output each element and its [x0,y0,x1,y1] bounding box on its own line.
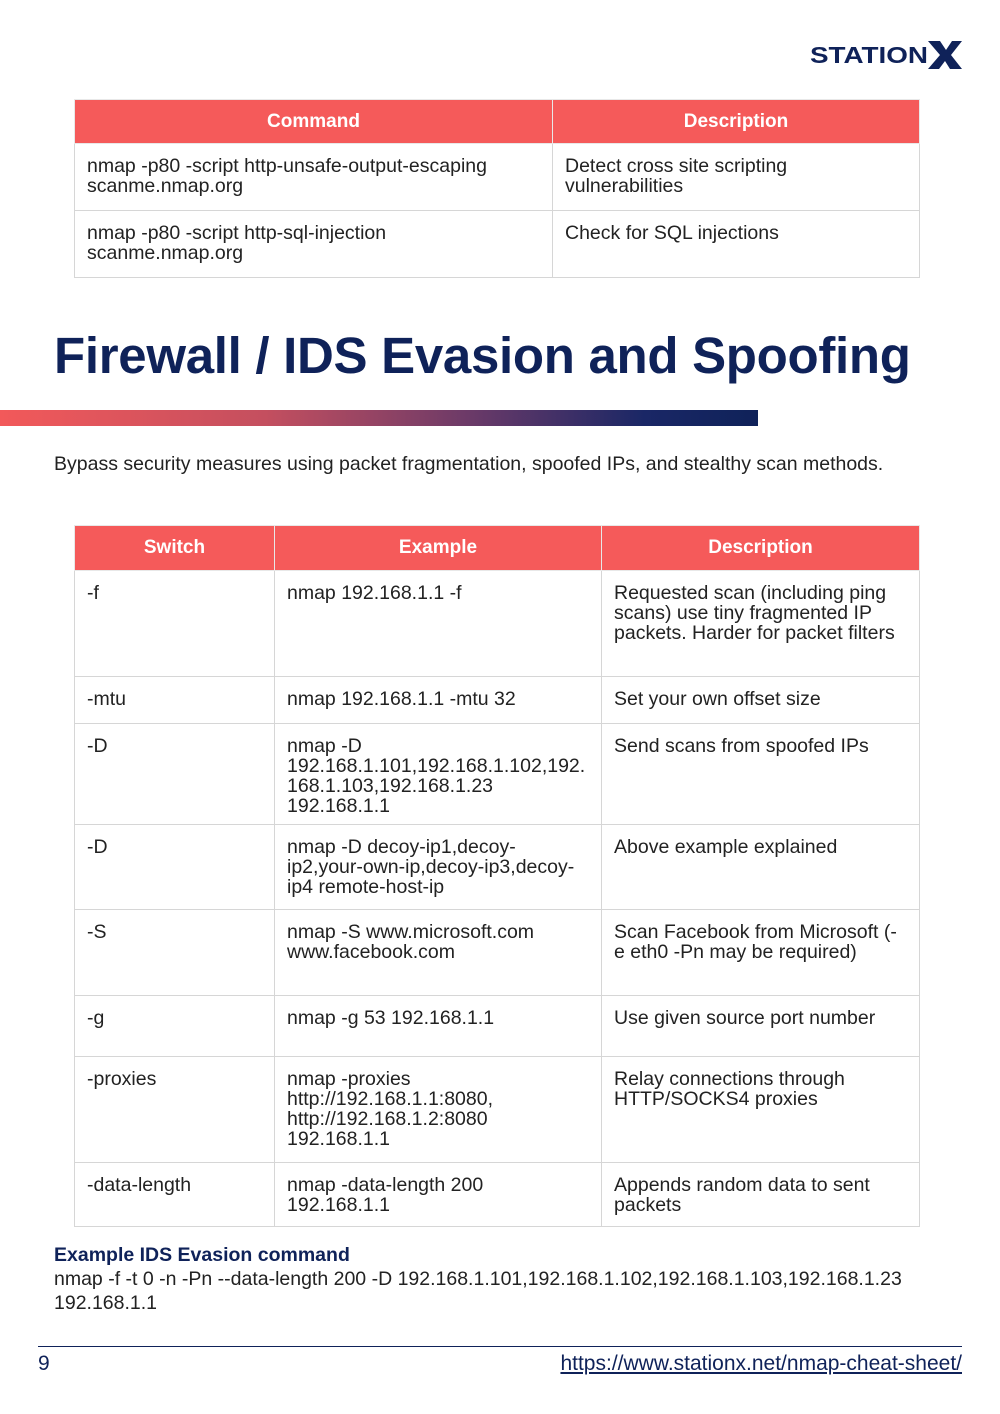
switch-cell: -D [75,825,275,910]
example-cell: nmap -D 192.168.1.101,192.168.1.102,192.168.1.103,192.168.1.23 192.168.1.1 [275,724,602,825]
switch-cell: -S [75,910,275,996]
table-row [75,910,920,996]
table-row [75,144,920,211]
column-header-description: Description [553,100,920,144]
description-cell: Scan Facebook from Microsoft (-e eth0 -Pn may be required) [602,910,920,996]
stationx-logo-mark [810,38,962,72]
logo-wordmark: STATION [810,42,928,68]
description-cell: Above example explained [602,825,920,910]
example-block [54,1243,954,1315]
column-header-command: Command [75,100,553,144]
table-row [75,1163,920,1227]
table-row [75,996,920,1057]
description-cell: Appends random data to sent packets [602,1163,920,1227]
table-row [75,211,920,278]
title-gradient-bar [0,410,758,426]
description-cell: Use given source port number [602,996,920,1057]
table-row [75,825,920,910]
example-cell: nmap -D decoy-ip1,decoy-ip2,your-own-ip,decoy-ip3,decoy-ip4 remote-host-ip [275,825,602,910]
example-cell: nmap -g 53 192.168.1.1 [275,996,602,1057]
description-cell: Relay connections through HTTP/SOCKS4 proxies [602,1057,920,1163]
column-header-switch: Switch [75,526,275,571]
section-intro: Bypass security measures using packet fragmentation, spoofed IPs, and stealthy scan methods. [54,453,884,475]
example-cell: nmap -data-length 200 192.168.1.1 [275,1163,602,1227]
description-cell: Set your own offset size [602,677,920,724]
table-row [75,571,920,677]
footer-link[interactable]: https://www.stationx.net/nmap-cheat-sheet/ [560,1352,962,1375]
footer-divider [38,1346,962,1347]
table-header-row [75,526,920,571]
column-header-example: Example [275,526,602,571]
description-cell: Requested scan (including ping scans) use tiny fragmented IP packets. Harder for packet filters [602,571,920,677]
example-cell: nmap 192.168.1.1 -mtu 32 [275,677,602,724]
table-row [75,1057,920,1163]
page-number: 9 [38,1352,50,1375]
example-cell: nmap -S www.microsoft.com www.facebook.com [275,910,602,996]
table-row [75,724,920,825]
evasion-table [74,525,920,1227]
example-cell: nmap -proxies http://192.168.1.1:8080, http://192.168.1.2:8080 192.168.1.1 [275,1057,602,1163]
example-heading: Example IDS Evasion command [54,1244,350,1266]
example-command: nmap -f -t 0 -n -Pn --data-length 200 -D 192.168.1.101,192.168.1.102,192.168.1.103,192.168.1.23 192.168.1.1 [54,1268,902,1314]
table-header-row [75,100,920,144]
command-cell: nmap -p80 -script http-sql-injection scanme.nmap.org [75,211,553,278]
switch-cell: -f [75,571,275,677]
stationx-logo [810,38,962,72]
description-cell: Detect cross site scripting vulnerabilities [553,144,920,211]
example-cell: nmap 192.168.1.1 -f [275,571,602,677]
description-cell: Send scans from spoofed IPs [602,724,920,825]
column-header-description: Description [602,526,920,571]
command-cell: nmap -p80 -script http-unsafe-output-escaping scanme.nmap.org [75,144,553,211]
section-title: Firewall / IDS Evasion and Spoofing [54,327,911,384]
description-cell: Check for SQL injections [553,211,920,278]
table-row [75,677,920,724]
command-table [74,99,920,278]
switch-cell: -g [75,996,275,1057]
switch-cell: -data-length [75,1163,275,1227]
switch-cell: -proxies [75,1057,275,1163]
switch-cell: -D [75,724,275,825]
switch-cell: -mtu [75,677,275,724]
